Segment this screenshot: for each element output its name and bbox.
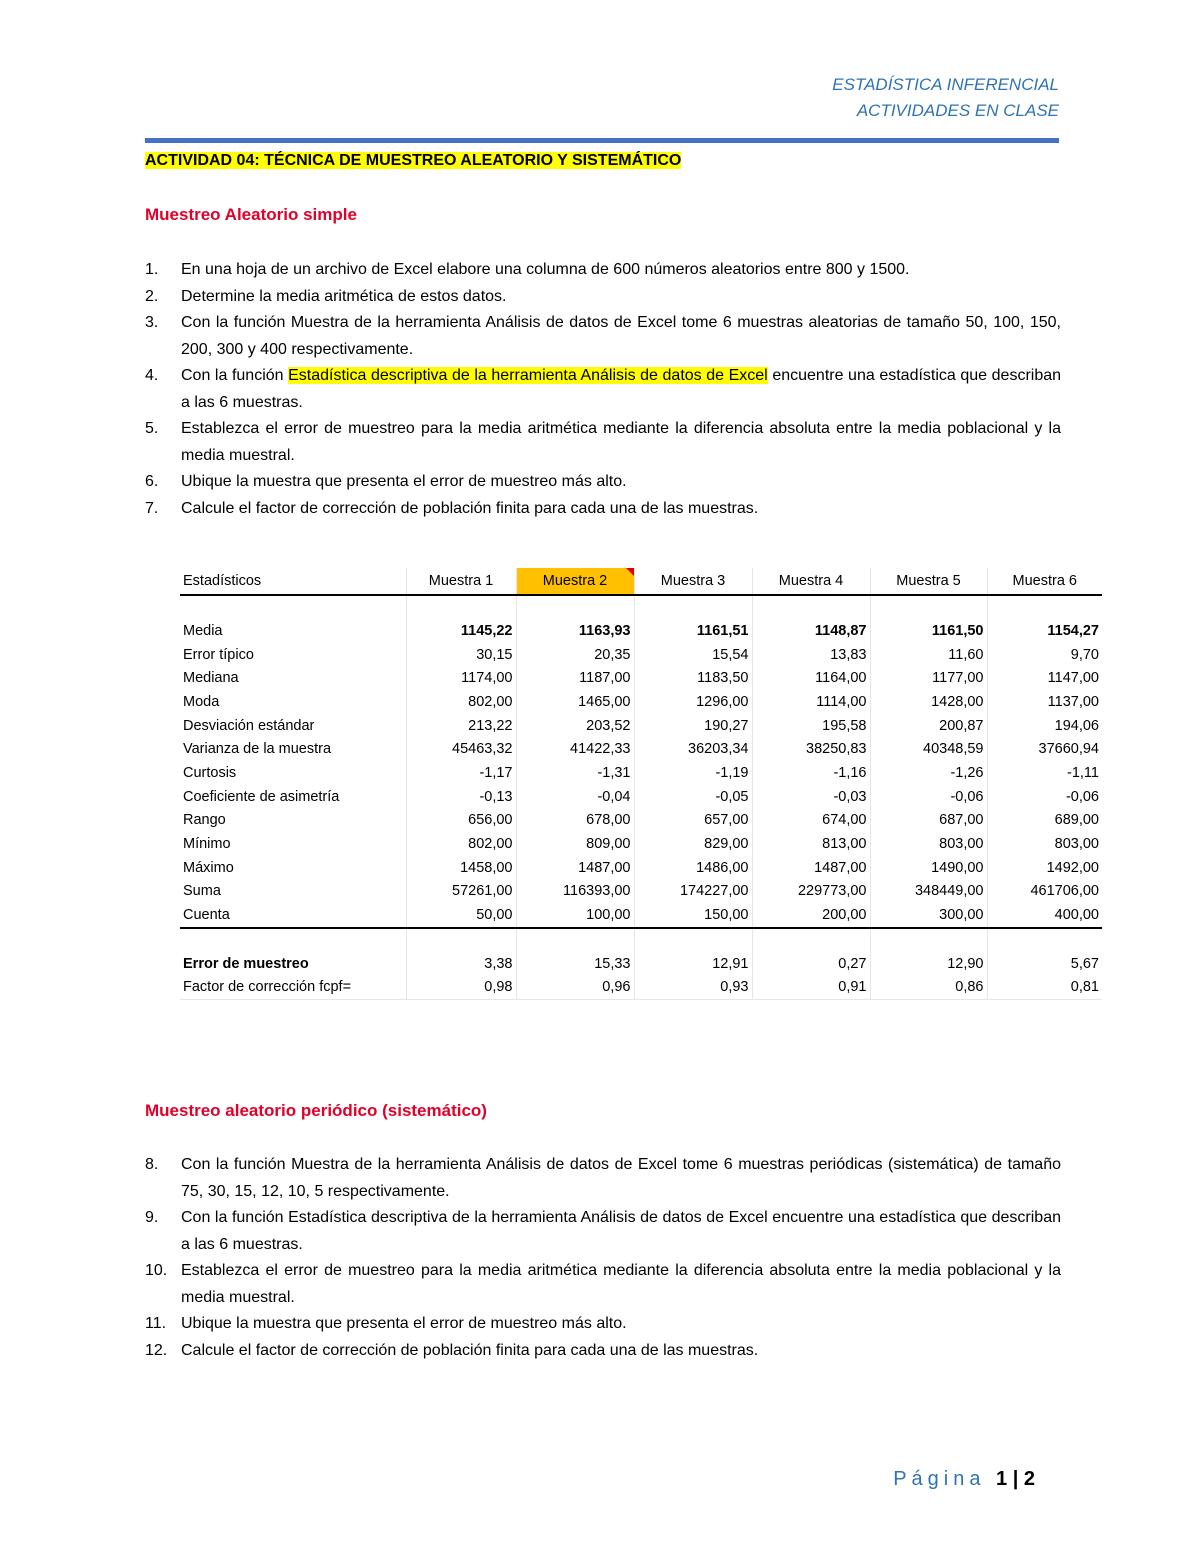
table-cell: 1490,00 (870, 856, 987, 880)
table-row-label: Máximo (183, 859, 234, 876)
table-cell: 200,00 (752, 903, 870, 928)
table-header-cell: Muestra 5 (870, 568, 987, 595)
table-cell: 20,35 (516, 643, 634, 667)
table-cell: 41422,33 (516, 737, 634, 761)
list-item-number: 9. (145, 1209, 159, 1226)
table-cell: 5,67 (987, 952, 1102, 976)
table-cell: 1487,00 (516, 856, 634, 880)
table-cell: 803,00 (987, 832, 1102, 856)
table-cell: 1137,00 (987, 690, 1102, 714)
list-item-highlight: Estadística descriptiva de la herramienta Análisis de datos de Excel (288, 367, 768, 384)
table-cell: 674,00 (752, 809, 870, 833)
list-item (145, 416, 1061, 469)
table-cell: -1,19 (634, 761, 752, 785)
list-item-number: 8. (145, 1156, 159, 1173)
table-cell: 802,00 (406, 832, 516, 856)
table-header-row (180, 568, 1102, 595)
table-row-label: Coeficiente de asimetría (183, 788, 340, 805)
list-item-text: En una hoja de un archivo de Excel elabore una columna de 600 números aleatorios entre 800 y 1500. (181, 261, 910, 278)
table-row (180, 690, 1102, 714)
task-list-systematic-sampling (145, 1152, 1061, 1364)
table-cell: 38250,83 (752, 737, 870, 761)
list-item (145, 1338, 1061, 1365)
table-header-cell: Estadísticos (180, 568, 406, 595)
table-row (180, 903, 1102, 928)
list-item-number: 12. (145, 1341, 168, 1359)
table-row-label: Factor de corrección fcpf= (180, 976, 406, 1000)
list-item-text-pre: Con la función (181, 367, 289, 384)
list-item (145, 363, 1061, 416)
table-cell: 1154,27 (987, 619, 1102, 643)
header-course-title: ESTADÍSTICA INFERENCIAL (832, 75, 1059, 94)
list-item-text: Ubique la muestra que presenta el error de muestreo más alto. (181, 473, 627, 490)
table-cell: 0,93 (634, 976, 752, 1000)
table-cell: 200,87 (870, 714, 987, 738)
list-item-number: 4. (145, 367, 159, 384)
table-cell: 1163,93 (516, 619, 634, 643)
table-cell: 1114,00 (752, 690, 870, 714)
list-item-number: 2. (145, 287, 159, 305)
table-cell: 30,15 (406, 643, 516, 667)
table-row-error (180, 952, 1102, 976)
footer-page-label: Página (893, 1468, 986, 1490)
table-row (180, 761, 1102, 785)
table-cell: 1161,50 (870, 619, 987, 643)
table-cell: 229773,00 (752, 880, 870, 904)
table-row (180, 880, 1102, 904)
task-list-simple-sampling (145, 257, 1061, 522)
table-cell: 100,00 (516, 903, 634, 928)
table-header-cell-selected[interactable]: Muestra 2 (516, 568, 634, 595)
table-row-label: Mediana (183, 670, 239, 687)
list-item-number: 10. (145, 1262, 168, 1279)
table-row-label: Cuenta (180, 903, 406, 928)
table-cell: 0,86 (870, 976, 987, 1000)
list-item-text: Determine la media aritmética de estos datos. (181, 287, 507, 305)
table-cell: 12,91 (634, 952, 752, 976)
table-cell: 348449,00 (870, 880, 987, 904)
activity-title-text: ACTIVIDAD 04: TÉCNICA DE MUESTREO ALEATORIO Y SISTEMÁTICO (145, 152, 682, 169)
table-row-label: Curtosis (183, 764, 237, 781)
document-header (832, 72, 1059, 124)
table-spacer-row (180, 595, 1102, 619)
table-cell: 11,60 (870, 643, 987, 667)
table-cell: 1465,00 (516, 690, 634, 714)
list-item-number: 5. (145, 420, 159, 437)
table-cell: 1487,00 (752, 856, 870, 880)
table-cell: 45463,32 (406, 737, 516, 761)
table-cell: 190,27 (634, 714, 752, 738)
table-header-cell: Muestra 6 (987, 568, 1102, 595)
list-item (145, 1258, 1061, 1311)
list-item-text-post: encuentre una estadística que describan a las 6 muestras. (181, 367, 1062, 411)
table-row (180, 785, 1102, 809)
table-cell: 194,06 (987, 714, 1102, 738)
table-cell: 12,90 (870, 952, 987, 976)
table-cell: 1183,50 (634, 666, 752, 690)
page-footer (893, 1468, 1035, 1491)
table-row-label: Moda (183, 693, 220, 710)
table-cell: 809,00 (516, 832, 634, 856)
table-cell: 1174,00 (406, 666, 516, 690)
table-cell: 195,58 (752, 714, 870, 738)
table-cell: 813,00 (752, 832, 870, 856)
table-row-label: Error típico (183, 646, 254, 663)
list-item-number: 11. (145, 1315, 167, 1332)
table-cell: 687,00 (870, 809, 987, 833)
list-item (145, 496, 1061, 523)
table-cell: 0,81 (987, 976, 1102, 1000)
table-cell: 1148,87 (752, 619, 870, 643)
table-cell: 802,00 (406, 690, 516, 714)
table-cell: 1161,51 (634, 619, 752, 643)
table-cell: 1428,00 (870, 690, 987, 714)
table-cell: 689,00 (987, 809, 1102, 833)
table-cell: 3,38 (406, 952, 516, 976)
table-cell: 15,54 (634, 643, 752, 667)
list-item (145, 1311, 1061, 1338)
table-cell: 15,33 (516, 952, 634, 976)
list-item-text: Con la función Muestra de la herramienta Análisis de datos de Excel tome 6 muestras aleatorias de tamaño 50, 100, 150, 200, 300 y 400 respectivamente. (181, 314, 1061, 358)
list-item-number: 3. (145, 314, 159, 331)
table-cell: 678,00 (516, 809, 634, 833)
table-cell: 0,91 (752, 976, 870, 1000)
table-cell: 1458,00 (406, 856, 516, 880)
table-cell: -0,05 (634, 785, 752, 809)
table-cell: -1,17 (406, 761, 516, 785)
table-row (180, 856, 1102, 880)
table-cell: 40348,59 (870, 737, 987, 761)
header-divider (145, 138, 1059, 143)
table-cell: 656,00 (406, 809, 516, 833)
table-cell: 174227,00 (634, 880, 752, 904)
table-cell: 150,00 (634, 903, 752, 928)
table-cell: 203,52 (516, 714, 634, 738)
section-title-simple-sampling: Muestreo Aleatorio simple (145, 205, 357, 224)
table-row (180, 832, 1102, 856)
table-row-label: Mínimo (183, 836, 231, 853)
list-item-number: 1. (145, 261, 159, 278)
table-cell: 1145,22 (406, 619, 516, 643)
table-cell: 461706,00 (987, 880, 1102, 904)
table-cell: 400,00 (987, 903, 1102, 928)
table-cell: 657,00 (634, 809, 752, 833)
table-cell: 300,00 (870, 903, 987, 928)
table-cell: -1,31 (516, 761, 634, 785)
table-cell: 1164,00 (752, 666, 870, 690)
list-item (145, 469, 1061, 496)
table-row-label: Error de muestreo (183, 955, 309, 972)
section-title-systematic-sampling: Muestreo aleatorio periódico (sistemático) (145, 1101, 487, 1120)
table-cell: -0,06 (987, 785, 1102, 809)
table-cell: 116393,00 (516, 880, 634, 904)
table-cell: 0,96 (516, 976, 634, 1000)
list-item-number: 7. (145, 499, 159, 517)
table-row (180, 666, 1102, 690)
statistics-table (180, 568, 1102, 1000)
table-row-label: Rango (183, 812, 226, 829)
table-cell: 13,83 (752, 643, 870, 667)
table-cell: 0,27 (752, 952, 870, 976)
table-cell: 1296,00 (634, 690, 752, 714)
table-row-label: Media (183, 622, 223, 639)
header-subtitle: ACTIVIDADES EN CLASE (856, 101, 1059, 120)
list-item (145, 284, 1061, 311)
list-item (145, 257, 1061, 284)
table-cell: 1177,00 (870, 666, 987, 690)
list-item-text: Calcule el factor de corrección de población finita para cada una de las muestras. (181, 1341, 759, 1359)
table-cell: 213,22 (406, 714, 516, 738)
table-cell: 1492,00 (987, 856, 1102, 880)
table-row (180, 809, 1102, 833)
list-item (145, 310, 1061, 363)
list-item-number: 6. (145, 473, 159, 490)
footer-page-number: 1 | 2 (996, 1468, 1035, 1490)
table-row-label: Suma (183, 883, 221, 900)
list-item-text: Con la función Muestra de la herramienta Análisis de datos de Excel tome 6 muestras periódicas (sistemática) de tamaño 75, 30, 15, 12, 10, 5 respectivamente. (181, 1156, 1061, 1200)
table-header-cell: Muestra 1 (406, 568, 516, 595)
table-row (180, 643, 1102, 667)
activity-title (145, 152, 681, 170)
table-cell: -0,04 (516, 785, 634, 809)
list-item-text: Ubique la muestra que presenta el error de muestreo más alto. (181, 1315, 627, 1332)
table-row (180, 619, 1102, 643)
table-cell: -1,11 (987, 761, 1102, 785)
table-cell: -1,16 (752, 761, 870, 785)
table-cell: -0,13 (406, 785, 516, 809)
table-cell: 37660,94 (987, 737, 1102, 761)
list-item-text: Establezca el error de muestreo para la media aritmética mediante la diferencia absoluta entre la media poblacional y la media muestral. (181, 420, 1061, 464)
table-cell: 50,00 (406, 903, 516, 928)
table-header-cell: Muestra 4 (752, 568, 870, 595)
list-item-text: Calcule el factor de corrección de población finita para cada una de las muestras. (181, 499, 759, 517)
table-cell: 1147,00 (987, 666, 1102, 690)
table-spacer-row (180, 928, 1102, 952)
table-row-label: Varianza de la muestra (183, 741, 332, 758)
table-row-label: Desviación estándar (183, 717, 315, 734)
table-cell: 1187,00 (516, 666, 634, 690)
table-row-factor (180, 976, 1102, 1000)
table-cell: -0,03 (752, 785, 870, 809)
list-item-text: Con la función Estadística descriptiva de la herramienta Análisis de datos de Excel encuentre una estadística que describan a las 6 muestras. (181, 1209, 1061, 1253)
table-cell: 803,00 (870, 832, 987, 856)
table-cell: 1486,00 (634, 856, 752, 880)
table-cell: 829,00 (634, 832, 752, 856)
table-cell: 9,70 (987, 643, 1102, 667)
table-row (180, 714, 1102, 738)
table-cell: -0,06 (870, 785, 987, 809)
list-item-text: Establezca el error de muestreo para la media aritmética mediante la diferencia absoluta entre la media poblacional y la media muestral. (181, 1262, 1061, 1306)
list-item (145, 1205, 1061, 1258)
table-cell: 57261,00 (406, 880, 516, 904)
table-row (180, 737, 1102, 761)
table-cell: -1,26 (870, 761, 987, 785)
table-cell: 36203,34 (634, 737, 752, 761)
list-item (145, 1152, 1061, 1205)
table-header-cell: Muestra 3 (634, 568, 752, 595)
table-cell: 0,98 (406, 976, 516, 1000)
